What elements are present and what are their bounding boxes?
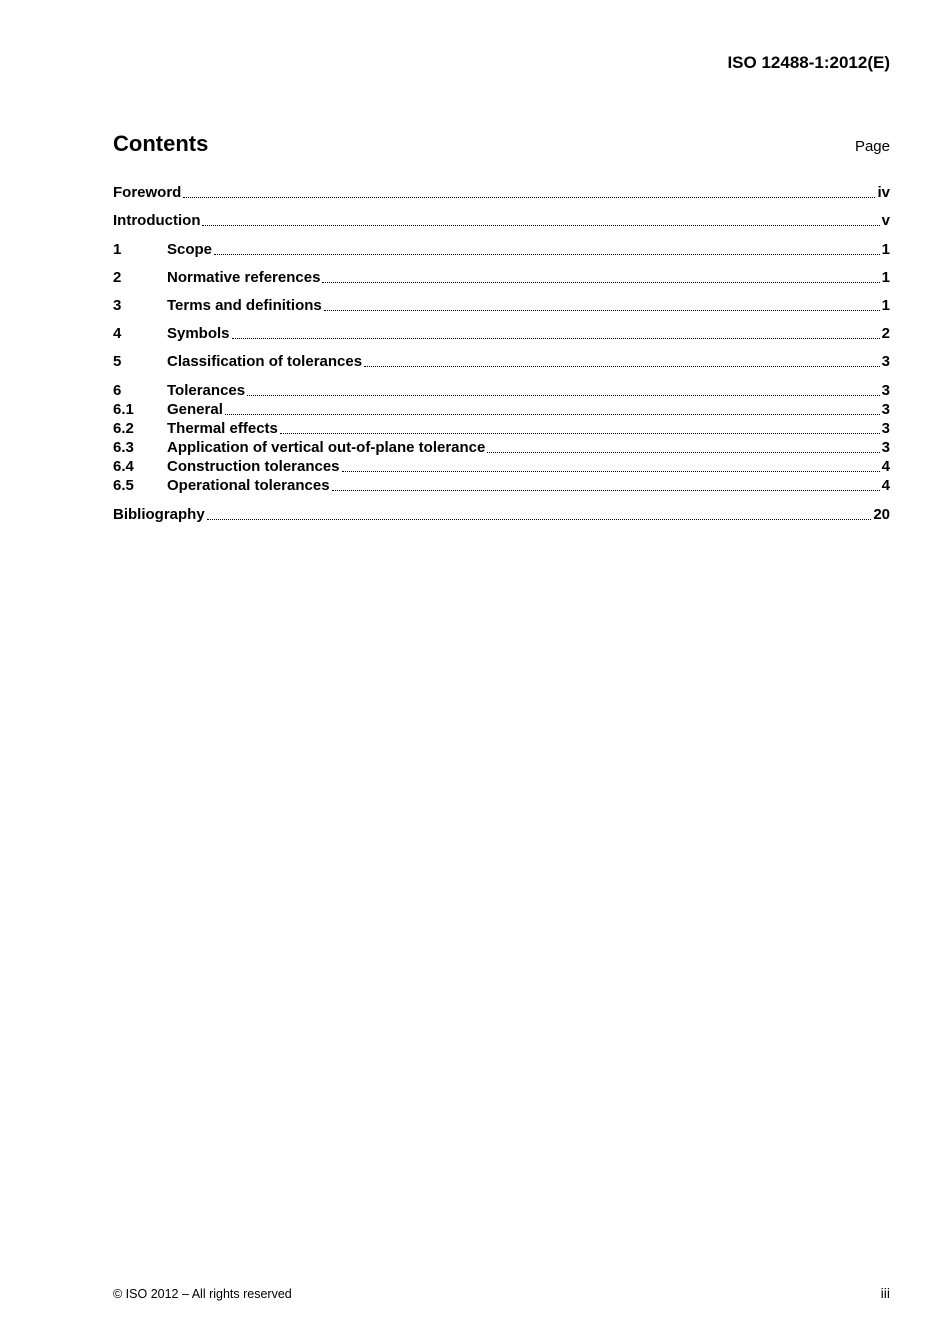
toc-entry-page: 1	[881, 241, 890, 258]
dot-leader	[280, 431, 880, 434]
toc-entry-number: 5	[113, 353, 122, 370]
toc-entry-number: 4	[113, 325, 122, 342]
toc-entry-number: 2	[113, 269, 122, 286]
toc-entry-thermal-effects[interactable]	[113, 419, 890, 438]
page-column-label: Page	[854, 138, 890, 155]
toc-entry-operational-tolerances[interactable]	[113, 476, 890, 495]
dot-leader	[225, 412, 880, 415]
toc-entry-symbols[interactable]	[113, 324, 890, 343]
toc-entry-title: Normative references	[167, 269, 321, 286]
dot-leader	[202, 223, 879, 226]
toc-entry-normative-references[interactable]	[113, 268, 890, 287]
toc-entry-page: 2	[881, 325, 890, 342]
toc-entry-scope[interactable]	[113, 240, 890, 259]
toc-entry-number: 6.2	[113, 420, 134, 437]
dot-leader	[247, 393, 880, 396]
toc-entry-number: 6.3	[113, 439, 134, 456]
dot-leader	[214, 252, 880, 255]
toc-entry-classification-of-tolerances[interactable]	[113, 352, 890, 371]
toc-entry-introduction[interactable]	[113, 211, 890, 230]
toc-entry-title: Scope	[167, 241, 213, 258]
toc-entry-page: 3	[881, 353, 890, 370]
contents-title: Contents	[113, 131, 209, 156]
toc-entry-title: Symbols	[167, 325, 230, 342]
footer-page-number: iii	[880, 1285, 890, 1301]
toc-entry-title: General	[167, 401, 223, 418]
toc-entry-bibliography[interactable]	[113, 505, 890, 524]
toc-entry-number: 6.5	[113, 477, 134, 494]
toc-entry-title: Thermal effects	[167, 420, 278, 437]
toc-entry-page: 4	[881, 477, 890, 494]
dot-leader	[232, 336, 880, 339]
toc-entry-page: 4	[881, 458, 890, 475]
toc-entry-number: 6.1	[113, 401, 134, 418]
toc-entry-title: Tolerances	[167, 382, 246, 399]
toc-entry-title: Classification of tolerances	[167, 353, 363, 370]
toc-entry-construction-tolerances[interactable]	[113, 457, 890, 476]
toc-entry-number: 6.4	[113, 458, 134, 475]
toc-entry-title: Foreword	[113, 184, 182, 201]
toc-entry-title: Bibliography	[113, 506, 205, 523]
toc-entry-number: 3	[113, 297, 122, 314]
toc-entry-page: 3	[881, 439, 890, 456]
footer-copyright: © ISO 2012 – All rights reserved	[113, 1287, 292, 1301]
toc-entry-page: iv	[877, 184, 890, 201]
toc-entry-title: Introduction	[113, 212, 201, 229]
toc-entry-tolerances[interactable]	[113, 381, 890, 400]
dot-leader	[183, 195, 875, 198]
toc-entry-title: Operational tolerances	[167, 477, 330, 494]
toc-entry-vertical-out-of-plane-tolerance[interactable]	[113, 438, 890, 457]
toc-entry-general[interactable]	[113, 400, 890, 419]
toc-entry-page: v	[881, 212, 890, 229]
toc-entry-number: 6	[113, 382, 122, 399]
toc-entry-page: 1	[881, 297, 890, 314]
toc-entry-title: Application of vertical out-of-plane tolerance	[167, 439, 486, 456]
toc-entry-page: 1	[881, 269, 890, 286]
toc-entry-page: 20	[873, 506, 890, 523]
dot-leader	[364, 364, 880, 367]
toc-entry-page: 3	[881, 382, 890, 399]
dot-leader	[487, 450, 879, 453]
document-id: ISO 12488-1:2012(E)	[727, 53, 890, 72]
dot-leader	[322, 280, 879, 283]
dot-leader	[332, 488, 880, 491]
toc-entry-title: Construction tolerances	[167, 458, 340, 475]
toc-entry-foreword[interactable]	[113, 183, 890, 202]
dot-leader	[324, 308, 880, 311]
toc-entry-number: 1	[113, 241, 122, 258]
toc-entry-title: Terms and definitions	[167, 297, 322, 314]
toc-entry-page: 3	[881, 401, 890, 418]
dot-leader	[207, 517, 872, 520]
dot-leader	[342, 469, 880, 472]
toc-entry-page: 3	[881, 420, 890, 437]
toc-entry-terms-and-definitions[interactable]	[113, 296, 890, 315]
